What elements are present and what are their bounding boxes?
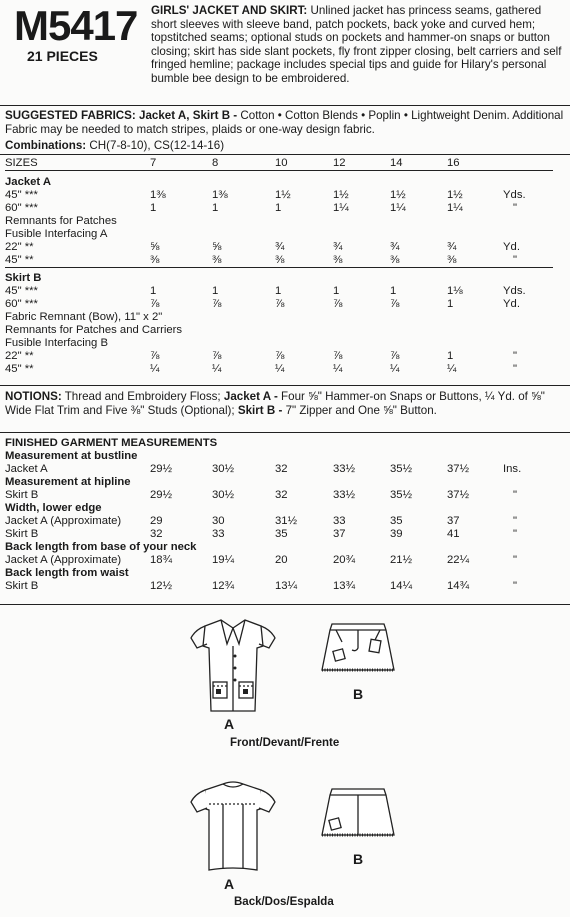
row-label: 60" *** [5,298,38,310]
table-cell: ⅜ [333,254,343,266]
view-b-back-label: B [353,851,364,867]
unit-cell: Ins. [503,463,522,475]
table-row [5,463,553,476]
table-cell: ⅞ [150,298,160,310]
table-cell: 32 [275,489,288,501]
pattern-title: GIRLS' JACKET AND SKIRT: [151,4,308,17]
table-cell: 14¼ [390,580,412,592]
table-row [5,489,553,502]
header [0,0,570,104]
table-cell: ⅜ [275,254,285,266]
table-cell: 1¼ [447,202,463,214]
notions-jacket-label: Jacket A - [223,390,278,403]
table-cell: 19¼ [212,554,234,566]
table-cell: 35 [275,528,288,540]
table-cell: 1 [275,285,282,297]
table-cell: ⅞ [212,298,222,310]
table-cell: 33½ [333,463,355,475]
table-cell: 1½ [390,189,406,201]
table-row [5,350,553,363]
table-cell: ¾ [333,241,343,253]
table-cell: 33 [212,528,225,540]
notions-text-1: Thread and Embroidery Floss; [64,390,221,403]
table-cell: ¼ [333,363,343,375]
back-caption: Back/Dos/Espalda [234,896,334,908]
table-cell: ¼ [150,363,160,375]
table-cell: 39 [390,528,403,540]
note: Fusible Interfacing B [5,337,108,349]
size-cell: 10 [275,157,288,169]
table-row [5,528,553,541]
note: Remnants for Patches and Carriers [5,324,183,336]
group-title: Back length from base of your neck [5,541,197,553]
row-label: Jacket A [5,463,48,475]
table-cell: 37½ [447,489,469,501]
table-cell: 1 [390,285,397,297]
table-cell: 1½ [275,189,291,201]
jacket-yardage-title: Jacket A [5,176,52,188]
table-cell: ⅞ [275,298,285,310]
row-label: Skirt B [5,580,39,592]
notions-text-2: Four ⅝" Hammer-on Snaps or Buttons, ¼ Yd. of ⅝" Wide Flat Trim and Five ⅜" Studs (Optional); [5,390,545,417]
table-cell: 1⅜ [212,189,228,201]
table-cell: 1½ [447,189,463,201]
table-row [5,285,553,298]
table-cell: ¼ [447,363,457,375]
table-row [5,363,553,376]
unit-cell: " [513,554,518,566]
description-text: Unlined jacket has princess seams, gathered short sleeves with sleeve band, patch pockets, back yoke and curved hem; topstitched seams; optional studs on pockets and hammer-on snaps or button closing; skirt has side slant pockets, fly front zipper closing, belt carriers and self fringed hemline; package includes special tips and guide for Hilary's personal bumble bee design to be embroidered. [151,4,562,85]
row-label: 22" ** [5,350,34,362]
view-a-label: A [224,716,235,732]
group-title: Width, lower edge [5,502,102,514]
table-cell: 18¾ [150,554,172,566]
unit-cell: Yds. [503,189,526,201]
table-row [5,515,553,528]
table-cell: ⅞ [333,298,343,310]
unit-cell: " [513,254,518,266]
note: Fabric Remnant (Bow), 11" x 2" [5,311,163,323]
table-cell: 33 [333,515,346,527]
combinations [5,139,565,153]
table-cell: 13¼ [275,580,297,592]
table-row [5,554,553,567]
table-cell: 37½ [447,463,469,475]
row-label: 45" ** [5,254,34,266]
table-row [5,580,553,593]
table-cell: 1¼ [333,202,349,214]
table-cell: 35½ [390,489,412,501]
table-cell: 12¾ [212,580,234,592]
measurements-heading: FINISHED GARMENT MEASUREMENTS [5,437,218,449]
table-cell: ⅜ [447,254,457,266]
table-cell: 30 [212,515,225,527]
table-cell: 21½ [390,554,412,566]
size-cell: 7 [150,157,157,169]
table-cell: 32 [275,463,288,475]
table-cell: 1 [275,202,282,214]
pattern-description [151,4,565,86]
unit-cell: Yd. [503,241,520,253]
table-row [5,189,553,202]
table-cell: 1 [212,285,219,297]
table-row [5,254,553,268]
table-cell: ⅜ [212,254,222,266]
table-cell: 29½ [150,463,172,475]
table-cell: 1⅜ [150,189,166,201]
note: Remnants for Patches [5,215,117,227]
unit-cell: " [513,515,518,527]
fabrics-items: Jacket A, Skirt B - [139,109,238,122]
view-a-back-label: A [224,876,235,892]
combinations-text: CH(7-8-10), CS(12-14-16) [89,139,225,152]
table-cell: ⅞ [333,350,343,362]
yardage-table [5,157,553,376]
table-cell: 1 [150,202,157,214]
table-cell: ⅞ [390,350,400,362]
notions-skirt-label: Skirt B - [237,403,283,417]
table-cell: 20¾ [333,554,355,566]
divider [0,385,570,386]
front-caption: Front/Devant/Frente [230,737,340,749]
row-label: 45" ** [5,363,34,375]
table-cell: ¼ [275,363,285,375]
measurements-table [5,437,553,593]
table-cell: 1⅛ [447,285,463,297]
table-cell: ⅜ [150,254,160,266]
table-cell: ⅞ [212,350,222,362]
combinations-label: Combinations: [5,139,87,152]
table-cell: 1½ [333,189,349,201]
table-cell: 29 [150,515,163,527]
skirt-back-illustration [318,785,398,845]
table-cell: 41 [447,528,460,540]
table-cell: 30½ [212,489,234,501]
unit-cell: " [513,528,518,540]
fabrics-text: Cotton • Cotton Blends • Poplin • Lightweight Denim. Additional Fabric may be needed to match stripes, plaids or one-way design fabric. [5,109,564,136]
jacket-back-illustration [183,778,283,878]
size-cell: 12 [333,157,346,169]
table-cell: 32 [150,528,163,540]
table-cell: ⅞ [150,350,160,362]
sizes-label: SIZES [5,157,38,169]
notions-heading: NOTIONS: [5,390,62,403]
unit-cell: " [513,350,518,362]
table-cell: 1¼ [390,202,406,214]
size-cell: 8 [212,157,219,169]
table-cell: 1 [333,285,340,297]
table-row [5,298,553,311]
row-label: Jacket A (Approximate) [5,554,122,566]
unit-cell: Yds. [503,285,526,297]
table-cell: 35½ [390,463,412,475]
pattern-number: M5417 [14,2,138,49]
table-cell: 1 [150,285,157,297]
table-cell: 31½ [275,515,297,527]
table-cell: ⅝ [212,241,222,253]
table-cell: ¼ [212,363,222,375]
size-cell: 16 [447,157,460,169]
notions-text-3: 7" Zipper and One ⅝" Button. [285,403,437,417]
table-cell: 33½ [333,489,355,501]
divider [0,604,570,605]
jacket-front-illustration [183,616,283,718]
skirt-front-illustration [318,620,398,680]
table-cell: ¾ [275,241,285,253]
table-cell: ¼ [390,363,400,375]
row-label: Skirt B [5,489,39,501]
group-title: Measurement at bustline [5,450,138,462]
unit-cell: " [513,580,518,592]
table-cell: ¾ [390,241,400,253]
table-cell: 29½ [150,489,172,501]
row-label: 45" *** [5,285,38,297]
group-title: Measurement at hipline [5,476,131,488]
view-b-label: B [353,686,364,702]
table-cell: ⅞ [390,298,400,310]
table-row [5,241,553,254]
divider [0,154,570,155]
table-cell: 13¾ [333,580,355,592]
unit-cell: " [513,363,518,375]
group-title: Back length from waist [5,567,129,579]
table-cell: 30½ [212,463,234,475]
table-row [5,202,553,215]
table-cell: 14¾ [447,580,469,592]
row-label: Jacket A (Approximate) [5,515,122,527]
table-cell: 1 [447,350,454,362]
row-label: 22" ** [5,241,34,253]
table-cell: 1 [212,202,219,214]
notions [5,390,565,417]
note: Fusible Interfacing A [5,228,108,240]
unit-cell: " [513,202,518,214]
table-cell: 12½ [150,580,172,592]
table-cell: ⅜ [390,254,400,266]
row-label: 45" *** [5,189,38,201]
table-cell: 35 [390,515,403,527]
table-cell: 1 [447,298,454,310]
table-cell: 37 [333,528,346,540]
table-cell: 22¼ [447,554,469,566]
size-cell: 14 [390,157,403,169]
unit-cell: Yd. [503,298,520,310]
table-cell: 37 [447,515,460,527]
row-label: Skirt B [5,528,39,540]
table-cell: ⅞ [275,350,285,362]
suggested-fabrics [5,109,565,136]
unit-cell: " [513,489,518,501]
skirt-yardage-title: Skirt B [5,272,42,284]
divider [0,105,570,106]
divider [0,432,570,433]
pieces-count: 21 PIECES [27,48,98,64]
sizes-row [5,157,553,171]
fabrics-heading: SUGGESTED FABRICS: [5,109,136,122]
table-cell: 20 [275,554,288,566]
row-label: 60" *** [5,202,38,214]
table-cell: ¾ [447,241,457,253]
table-cell: ⅝ [150,241,160,253]
